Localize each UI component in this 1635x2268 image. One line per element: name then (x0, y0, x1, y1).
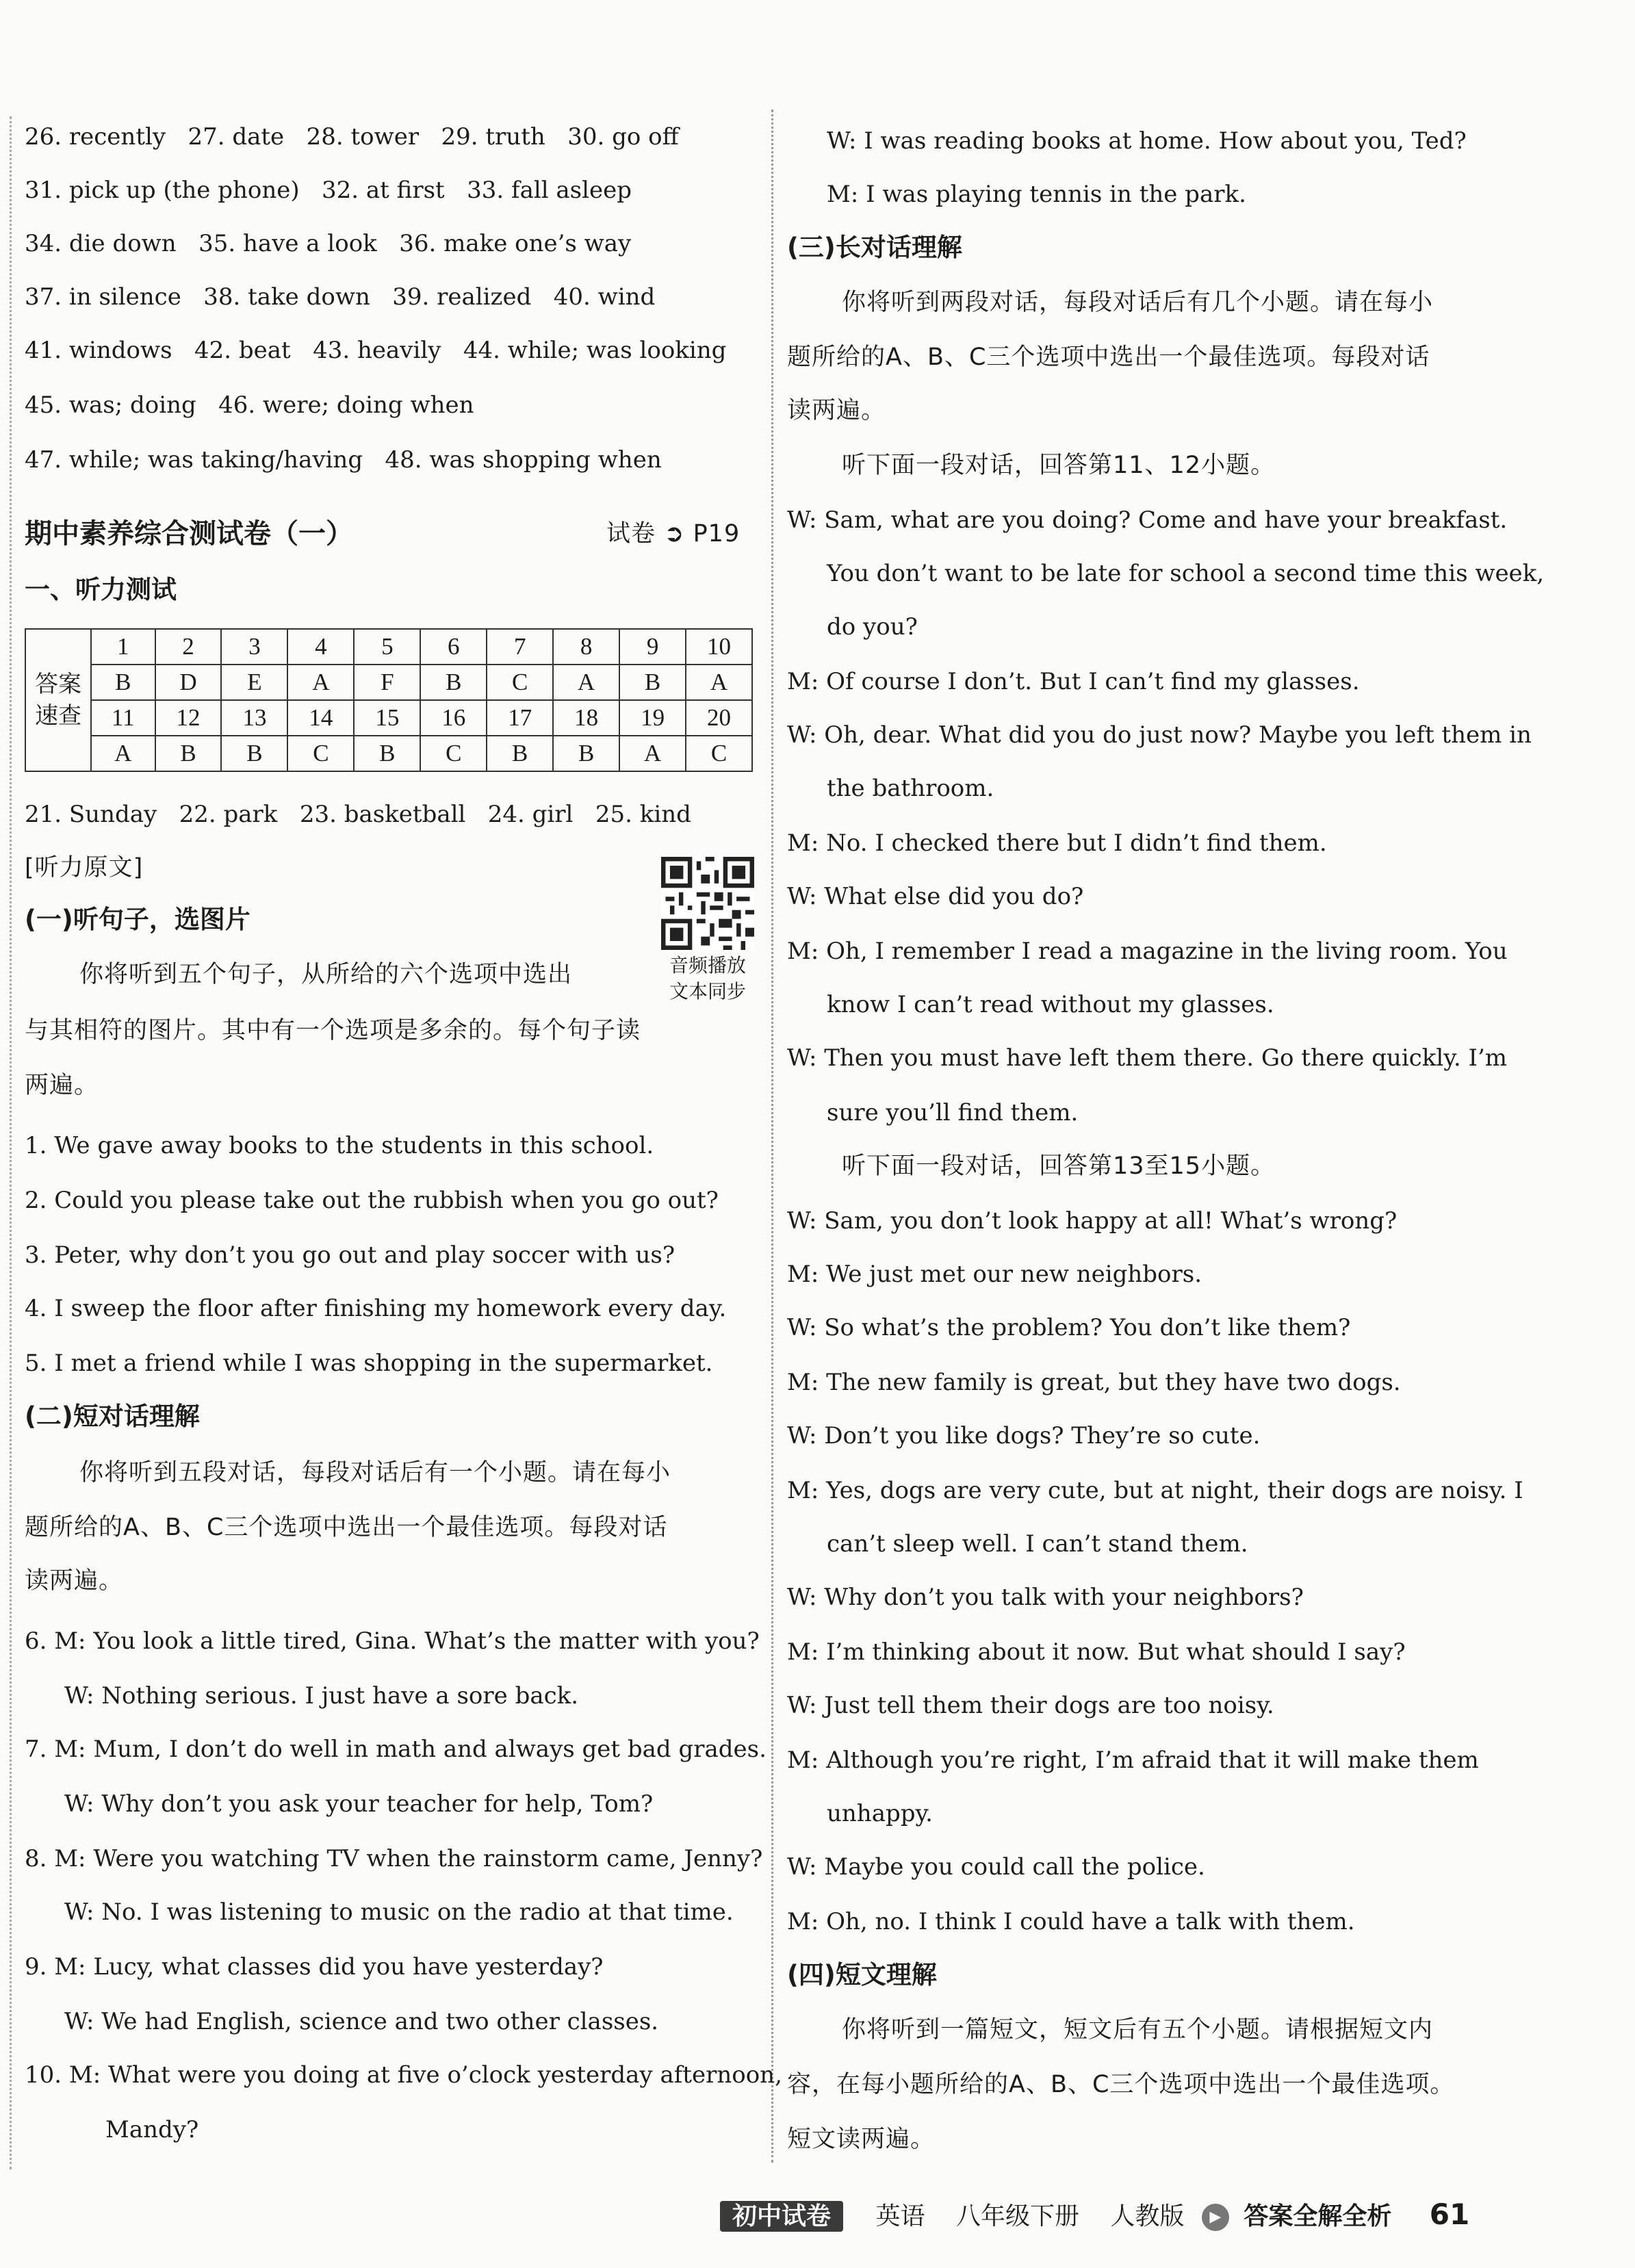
footer-edition: 人教版 (1110, 2202, 1185, 2230)
part1-instructions: 两遍。 (25, 1072, 99, 1099)
qr-caption-line: 文本同步 (669, 980, 746, 1003)
dialog-line: W: Then you must have left them there. Go there quickly. I’m (787, 1044, 1507, 1072)
dialog-line: can’t sleep well. I can’t stand them. (827, 1530, 1248, 1558)
dialog-line: M: Oh, no. I think I could have a talk with them. (787, 1908, 1355, 1935)
answer-value: E (221, 665, 287, 700)
series-badge: 初中试卷 (720, 2201, 843, 2232)
vocab-line: 47. while; was taking/having 48. was shopping when (25, 446, 662, 474)
answer-value: A (287, 665, 354, 700)
answer-value: B (91, 665, 155, 700)
answer-value: B (553, 736, 619, 771)
answer-value: B (487, 736, 553, 771)
answer-num: 2 (155, 629, 222, 665)
answer-num: 4 (287, 629, 354, 665)
dialog-line: W: Sam, you don’t look happy at all! What’s wrong? (787, 1207, 1398, 1235)
left-margin-rule (10, 116, 12, 2169)
answer-num: 17 (487, 700, 553, 736)
section-listening: 一、听力测试 (25, 575, 177, 604)
vocab-line: 26. recently 27. date 28. tower 29. truth 30. go off (25, 123, 679, 151)
vocab-line: 37. in silence 38. take down 39. realized 40. wind (25, 283, 656, 311)
page-number: 61 (1429, 2198, 1470, 2231)
dialog-line: W: I was reading books at home. How about you, Ted? (827, 127, 1467, 155)
vocab-line: 31. pick up (the phone) 32. at first 33. fall asleep (25, 177, 632, 204)
dialog1-intro: 听下面一段对话，回答第11、12小题。 (842, 452, 1276, 479)
answer-value: A (686, 665, 752, 700)
part1-instructions: 你将听到五个句子，从所给的六个选项中选出 (79, 961, 573, 988)
answer-value: C (487, 665, 553, 700)
dialog-line: 9. M: Lucy, what classes did you have yesterday? (25, 1953, 604, 1981)
part3-title: (三)长对话理解 (787, 233, 962, 262)
dialog-line: do you? (827, 613, 918, 641)
dialog-line: W: Maybe you could call the police. (787, 1853, 1205, 1881)
dialog-line: M: I’m thinking about it now. But what should I say? (787, 1638, 1406, 1666)
dialog-line: W: What else did you do? (787, 883, 1084, 910)
part3-instructions: 你将听到两段对话，每段对话后有几个小题。请在每小 (842, 289, 1434, 316)
answer-value: B (354, 736, 420, 771)
page-footer (720, 2195, 1480, 2234)
answer-num: 15 (354, 700, 420, 736)
part4-instructions: 短文读两遍。 (787, 2126, 936, 2153)
answers-21-25: 21. Sunday 22. park 23. basketball 24. girl 25. kind (25, 801, 691, 828)
qr-caption-line: 音频播放 (669, 954, 746, 977)
dialog-line: 7. M: Mum, I don’t do well in math and always get bad grades. (25, 1736, 767, 1763)
vocab-line: 45. was; doing 46. were; doing when (25, 391, 474, 419)
dialog-line: know I can’t read without my glasses. (827, 991, 1274, 1018)
vocab-line: 41. windows 42. beat 43. heavily 44. while; was looking (25, 337, 727, 364)
dialog-line: 6. M: You look a little tired, Gina. What’s the matter with you? (25, 1627, 760, 1655)
sentence-item: 2. Could you please take out the rubbish when you go out? (25, 1187, 719, 1214)
test-title: 期中素养综合测试卷（一） (25, 518, 353, 550)
dialog-line: W: Why don’t you ask your teacher for help, Tom? (64, 1790, 654, 1818)
dialog-line: Mandy? (105, 2116, 199, 2143)
part1-instructions: 与其相符的图片。其中有一个选项是多余的。每个句子读 (25, 1017, 641, 1044)
answer-value: F (354, 665, 420, 700)
sentence-item: 5. I met a friend while I was shopping in the supermarket. (25, 1350, 713, 1377)
dialog-line: W: We had English, science and two other classes. (64, 2008, 659, 2035)
part2-instructions: 你将听到五段对话，每段对话后有一个小题。请在每小 (79, 1459, 671, 1486)
answer-num: 5 (354, 629, 420, 665)
dialog-line: M: Of course I don’t. But I can’t find my glasses. (787, 668, 1360, 695)
test-page-ref: 试卷 ➲ P19 (606, 520, 741, 547)
sentence-item: 1. We gave away books to the students in this school. (25, 1132, 654, 1159)
part1-title: (一)听句子，选图片 (25, 905, 250, 934)
answer-value: A (619, 736, 686, 771)
transcript-header: [听力原文] (25, 854, 144, 881)
dialog-line: You don’t want to be late for school a second time this week, (827, 560, 1545, 587)
dialog-line: W: Oh, dear. What did you do just now? Maybe you left them in (787, 721, 1532, 749)
sentence-item: 4. I sweep the floor after finishing my homework every day. (25, 1295, 727, 1322)
part3-instructions: 题所给的A、B、C三个选项中选出一个最佳选项。每段对话 (787, 344, 1430, 371)
dialog-line: W: No. I was listening to music on the radio at that time. (64, 1898, 734, 1926)
dialog-line: W: So what’s the problem? You don’t like them? (787, 1314, 1351, 1341)
dialog-line: sure you’ll find them. (827, 1099, 1079, 1126)
dialog-line: M: Although you’re right, I’m afraid that it will make them (787, 1747, 1479, 1774)
part4-instructions: 容，在每小题所给的A、B、C三个选项中选出一个最佳选项。 (787, 2071, 1455, 2098)
answer-num: 10 (686, 629, 752, 665)
answer-label: 答案速查 (25, 629, 91, 771)
dialog2-intro: 听下面一段对话，回答第13至15小题。 (842, 1152, 1276, 1180)
part2-title: (二)短对话理解 (25, 1402, 200, 1431)
dialog-line: M: The new family is great, but they have two dogs. (787, 1369, 1401, 1396)
answer-value: B (155, 736, 222, 771)
play-arrow-icon: ▶ (1202, 2204, 1229, 2231)
answer-num: 18 (553, 700, 619, 736)
answer-value: D (155, 665, 222, 700)
answer-value: B (221, 736, 287, 771)
answer-num: 20 (686, 700, 752, 736)
answer-table (25, 628, 753, 772)
part2-instructions: 题所给的A、B、C三个选项中选出一个最佳选项。每段对话 (25, 1514, 668, 1541)
dialog-line: W: Nothing serious. I just have a sore back. (64, 1682, 579, 1710)
answer-value: A (553, 665, 619, 700)
answer-num: 7 (487, 629, 553, 665)
dialog-line: M: Yes, dogs are very cute, but at night, their dogs are noisy. I (787, 1477, 1523, 1504)
answer-num: 1 (91, 629, 155, 665)
dialog-line: 8. M: Were you watching TV when the rainstorm came, Jenny? (25, 1845, 763, 1872)
answer-value: A (91, 736, 155, 771)
answer-value: C (287, 736, 354, 771)
answer-num: 12 (155, 700, 222, 736)
answer-num: 14 (287, 700, 354, 736)
footer-grade: 八年级下册 (955, 2202, 1079, 2230)
dialog-line: the bathroom. (827, 775, 994, 802)
answer-num: 19 (619, 700, 686, 736)
footer-guide: 答案全解全析 (1244, 2202, 1392, 2230)
answer-num: 9 (619, 629, 686, 665)
qr-code-icon[interactable] (661, 857, 754, 950)
dialog-line: 10. M: What were you doing at five o’clock yesterday afternoon, (25, 2061, 782, 2089)
answer-num: 3 (221, 629, 287, 665)
part4-instructions: 你将听到一篇短文，短文后有五个小题。请根据短文内 (842, 2016, 1434, 2044)
answer-num: 6 (420, 629, 487, 665)
answer-num: 16 (420, 700, 487, 736)
answer-value: C (686, 736, 752, 771)
dialog-line: W: Sam, what are you doing? Come and have your breakfast. (787, 506, 1508, 534)
answer-num: 8 (553, 629, 619, 665)
answer-num: 11 (91, 700, 155, 736)
answer-value: B (619, 665, 686, 700)
answer-value: C (420, 736, 487, 771)
sentence-item: 3. Peter, why don’t you go out and play soccer with us? (25, 1241, 675, 1269)
dialog-line: M: We just met our new neighbors. (787, 1261, 1202, 1288)
vocab-line: 34. die down 35. have a look 36. make one’s way (25, 230, 632, 257)
answer-num: 13 (221, 700, 287, 736)
answer-value: B (420, 665, 487, 700)
dialog-line: M: No. I checked there but I didn’t find them. (787, 829, 1327, 857)
part4-title: (四)短文理解 (787, 1960, 937, 1989)
dialog-line: M: I was playing tennis in the park. (827, 181, 1246, 208)
dialog-line: W: Don’t you like dogs? They’re so cute. (787, 1422, 1261, 1449)
dialog-line: M: Oh, I remember I read a magazine in the living room. You (787, 938, 1508, 965)
dialog-line: W: Just tell them their dogs are too noisy. (787, 1692, 1274, 1719)
dialog-line: unhappy. (827, 1800, 933, 1827)
part3-instructions: 读两遍。 (787, 397, 886, 424)
footer-subject: 英语 (875, 2202, 925, 2230)
part2-instructions: 读两遍。 (25, 1567, 124, 1595)
dialog-line: W: Why don’t you talk with your neighbors? (787, 1584, 1304, 1611)
column-divider (771, 109, 773, 2163)
